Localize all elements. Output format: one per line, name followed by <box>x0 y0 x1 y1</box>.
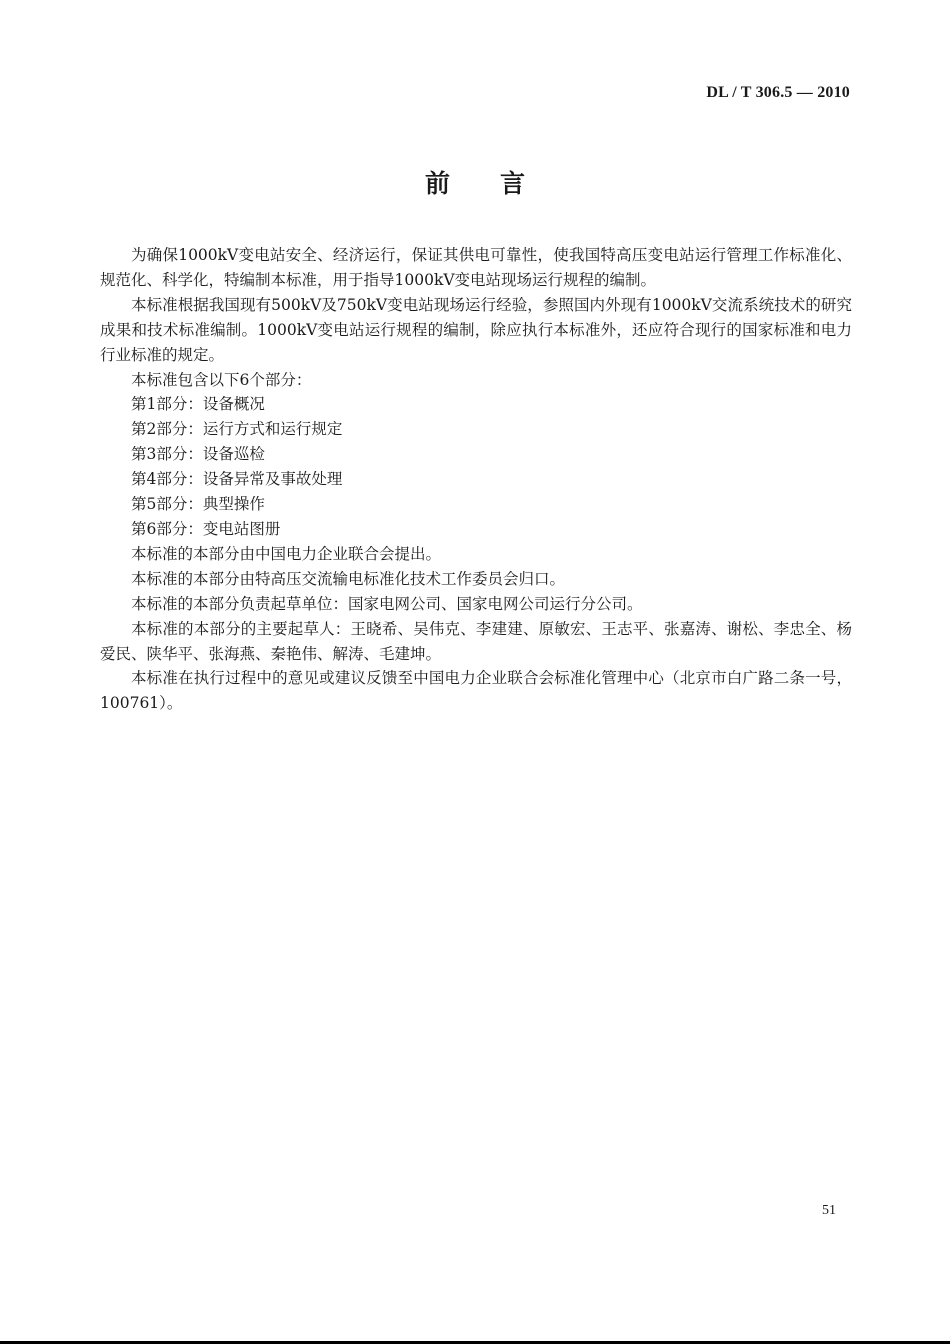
list-item-part-3: 第3部分：设备巡检 <box>131 445 265 464</box>
paragraph-centralized: 本标准的本部分由特高压交流输电标准化技术工作委员会归口。 <box>131 569 566 588</box>
list-item-part-4: 第4部分：设备异常及事故处理 <box>131 470 343 489</box>
paragraph-parts-intro: 本标准包含以下6个部分： <box>131 370 312 389</box>
paragraph-basis: 本标准根据我国现有500kV及750kV变电站现场运行经验，参照国内外现有1000kV交流系统技术的研究成果和技术标准编制。1000kV变电站运行规程的编制，除应执行本标准外，还应符合现行的国家标准和电力行业标准的规定。 <box>100 295 852 364</box>
paragraph-drafters: 本标准的本部分的主要起草人：王晓希、吴伟克、李建建、原敏宏、王志平、张嘉涛、谢松、李忠全、杨爱民、陕华平、张海燕、秦艳伟、解涛、毛建坤。 <box>100 619 852 663</box>
page-title: 前言 <box>424 169 575 198</box>
foreword-body <box>100 243 852 716</box>
paragraph-purpose: 为确保1000kV变电站安全、经济运行，保证其供电可靠性，使我国特高压变电站运行管理工作标准化、规范化、科学化，特编制本标准，用于指导1000kV变电站现场运行规程的编制。 <box>100 246 852 289</box>
list-item-part-2: 第2部分：运行方式和运行规定 <box>131 420 343 439</box>
paragraph-drafting-units: 本标准的本部分负责起草单位：国家电网公司、国家电网公司运行分公司。 <box>131 594 643 613</box>
list-item-part-5: 第5部分：典型操作 <box>131 495 265 514</box>
page-number: 51 <box>822 1203 836 1218</box>
paragraph-feedback: 本标准在执行过程中的意见或建议反馈至中国电力企业联合会标准化管理中心（北京市白广路二条一号，100761）。 <box>100 669 852 713</box>
paragraph-proposer: 本标准的本部分由中国电力企业联合会提出。 <box>131 544 442 563</box>
list-item-part-1: 第1部分：设备概况 <box>131 395 265 414</box>
list-item-part-6: 第6部分：变电站图册 <box>131 519 281 538</box>
document-code: DL / T 306.5 — 2010 <box>706 84 850 101</box>
